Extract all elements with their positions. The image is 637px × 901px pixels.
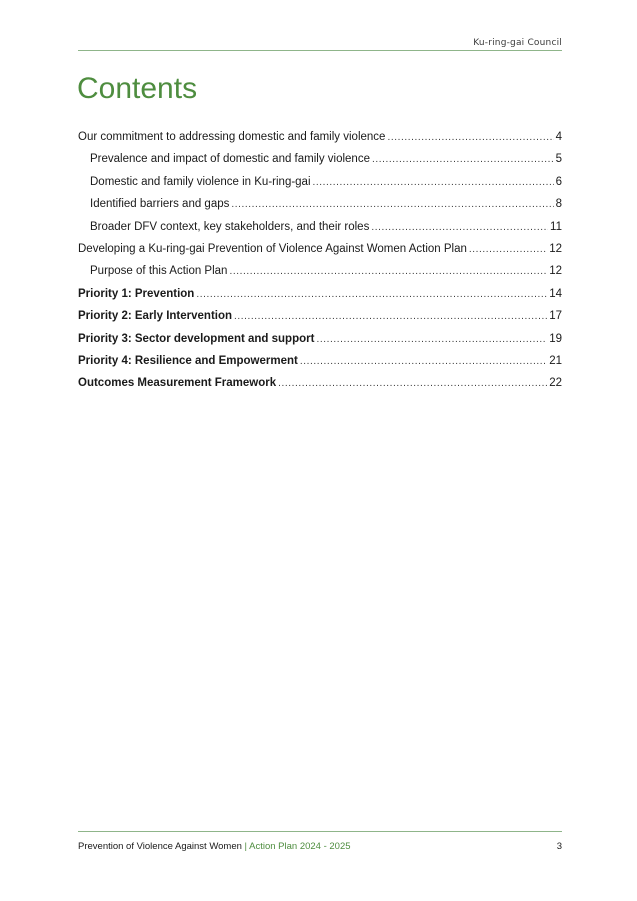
toc-entry-label: Our commitment to addressing domestic and family violence (78, 131, 386, 143)
toc-entry-label: Prevalence and impact of domestic and family violence (90, 153, 370, 166)
toc-entry[interactable] (78, 283, 562, 305)
toc-entry-page: 8 (555, 198, 562, 211)
footer-document-title: Prevention of Violence Against Women (78, 841, 242, 852)
toc-dot-leader (278, 373, 547, 395)
footer-separator: | (244, 841, 247, 852)
page-header (78, 33, 562, 51)
toc-entry-page: 19 (549, 332, 562, 345)
toc-entry[interactable] (78, 328, 562, 350)
toc-entry-page: 6 (555, 175, 562, 188)
toc-dot-leader (372, 149, 554, 171)
toc-entry[interactable] (78, 216, 562, 238)
footer-document-info (78, 841, 351, 852)
toc-dot-leader (229, 261, 547, 283)
toc-entry-label: Domestic and family violence in Ku-ring-gai (90, 175, 311, 188)
page-footer (78, 831, 562, 856)
toc-entry[interactable] (78, 171, 562, 193)
toc-entry-page: 5 (555, 153, 562, 166)
toc-entry-label: Priority 4: Resilience and Empowerment (78, 354, 298, 367)
toc-entry-page: 4 (555, 131, 562, 143)
toc-entry[interactable] (78, 305, 562, 327)
page-title: Contents (77, 72, 198, 105)
toc-entry-label: Priority 2: Early Intervention (78, 310, 233, 323)
toc-dot-leader (387, 127, 553, 149)
table-of-contents (78, 126, 562, 395)
toc-entry-label: Purpose of this Action Plan (90, 265, 228, 278)
header-organisation: Ku-ring-gai Council (473, 38, 562, 48)
toc-entry-page: 21 (549, 354, 562, 367)
toc-entry[interactable] (78, 193, 562, 215)
toc-dot-leader (231, 194, 553, 216)
toc-dot-leader (313, 172, 554, 194)
toc-entry[interactable] (78, 238, 562, 260)
toc-entry-page: 14 (549, 287, 562, 300)
toc-dot-leader (196, 284, 547, 306)
toc-entry-page: 12 (549, 242, 562, 255)
toc-entry[interactable] (78, 372, 562, 394)
toc-dot-leader (234, 306, 547, 328)
toc-entry-label: Priority 3: Sector development and support (78, 332, 315, 345)
toc-entry-label: Outcomes Measurement Framework (78, 377, 277, 390)
toc-entry[interactable] (78, 260, 562, 282)
toc-entry-page: 22 (549, 377, 562, 390)
footer-subtitle: Action Plan 2024 - 2025 (249, 841, 351, 852)
toc-entry-label: Priority 1: Prevention (78, 287, 195, 300)
toc-entry[interactable] (78, 126, 562, 148)
footer-page-number: 3 (556, 841, 562, 852)
toc-entry-label: Identified barriers and gaps (90, 198, 230, 211)
toc-dot-leader (469, 239, 547, 261)
toc-entry-label: Developing a Ku-ring-gai Prevention of Violence Against Women Action Plan (78, 242, 467, 255)
toc-entry-page: 12 (549, 265, 562, 278)
toc-entry-label: Broader DFV context, key stakeholders, and their roles (90, 220, 370, 233)
toc-entry[interactable] (78, 148, 562, 170)
toc-dot-leader (316, 329, 547, 351)
toc-entry-page: 17 (549, 310, 562, 323)
toc-entry[interactable] (78, 350, 562, 372)
toc-dot-leader (300, 351, 547, 373)
toc-entry-page: 11 (550, 220, 562, 233)
toc-dot-leader (371, 217, 548, 239)
